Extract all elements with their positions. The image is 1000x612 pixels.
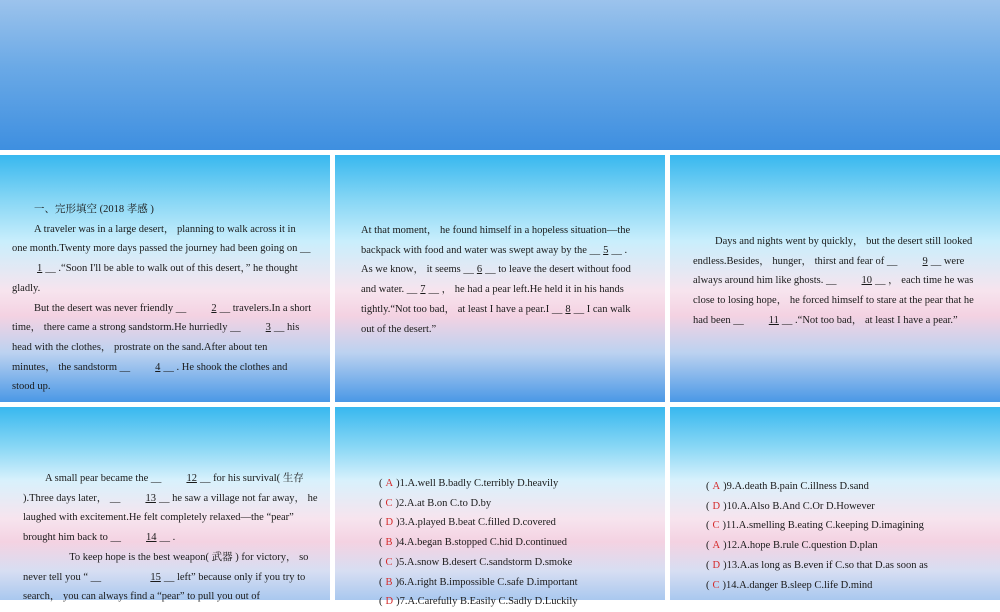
slide-panel-3 — [670, 155, 1000, 402]
answer-key: D — [385, 517, 394, 529]
paragraph: At that moment， he found himself in a hopeless situation—the backpack with food and water was swept away by the __ 5 __ . — [361, 221, 641, 260]
blank-8[interactable]: 8 — [565, 303, 571, 315]
passage-text-4 — [23, 469, 318, 607]
passage-text-3 — [693, 232, 978, 331]
blank-14[interactable]: 14 — [146, 532, 157, 544]
blank-5[interactable]: 5 — [603, 244, 609, 256]
passage-text-1 — [12, 200, 312, 397]
answer-key: C — [712, 520, 720, 532]
answer-option-row: ( A )9.A.death B.pain C.illness D.sand — [706, 481, 869, 492]
answer-key: B — [385, 576, 393, 588]
blank-6[interactable]: 6 — [476, 264, 483, 276]
answer-key: A — [712, 481, 721, 492]
answer-list-left — [379, 474, 659, 612]
paragraph: To keep hope is the best weapon( 武器 ) for victory， so never tell you “ __ 15 __ left” because only if you try to search， you can always find a “pear” to pull you out of — [23, 551, 309, 603]
answer-option-row: ( C )14.A.danger B.sleep C.life D.mind — [706, 579, 873, 591]
answer-key: D — [712, 500, 721, 512]
paragraph: Days and nights went by quickly， but the desert still looked endless.Besides， hunger， thirst and fear of __ 9 __ were always around him like ghosts. __ 10 __ ， each time he was close to losing hope， he forced himself to stare at the pear that he had been __ 11 __ .“Not too bad， at least I have a pear.” — [693, 232, 978, 331]
answer-key: A — [712, 540, 721, 552]
answer-list-right — [706, 477, 996, 595]
blank-13[interactable]: 13 — [145, 492, 156, 504]
answer-option-row: ( D )13.A.as long as B.even if C.so that D.as soon as — [706, 559, 928, 571]
blank-11[interactable]: 11 — [768, 314, 779, 326]
slide-panel-5 — [335, 407, 665, 608]
answer-key: C — [385, 497, 393, 509]
blank-2[interactable]: 2 — [211, 302, 217, 314]
answer-key: A — [385, 478, 394, 489]
answer-key: D — [712, 559, 721, 571]
paragraph: But the desert was never friendly __ 2 __ travelers.In a short time， there came a strong sandstorm.He hurriedly __ 3 __ his head with the clothes， prostrate on the sand.After about ten minutes， the sandstorm __ 4 __ . He shook the clothes and stood up. — [12, 299, 312, 398]
section-heading: 一、完形填空 (2018 孝感 ) — [34, 204, 154, 215]
answer-option-row: ( B )4.A.began B.stopped C.hid D.continued — [379, 537, 567, 549]
answer-option-row: ( D )10.A.Also B.And C.Or D.However — [706, 500, 875, 512]
blank-7[interactable]: 7 — [420, 284, 426, 296]
blank-10[interactable]: 10 — [861, 275, 873, 287]
answer-option-row: ( C )11.A.smelling B.eating C.keeping D.imagining — [706, 520, 924, 532]
answer-key: C — [385, 556, 393, 568]
blank-15[interactable]: 15 — [150, 571, 161, 583]
passage-text-2 — [361, 221, 641, 339]
blank-4[interactable]: 4 — [155, 361, 161, 373]
paragraph: A small pear became the __ 12 __ for his survival( 生存 ).Three days later， __ 13 __ he saw a village not far away， he laughed with excitement.He felt completely relaxed—the “pear” brought him back to __ 14 __ . — [23, 469, 318, 548]
top-banner — [0, 0, 1000, 150]
blank-3[interactable]: 3 — [265, 322, 271, 334]
answer-key: B — [385, 537, 393, 549]
answer-option-row: ( A )12.A.hope B.rule C.question D.plan — [706, 540, 878, 552]
paragraph: A traveler was in a large desert， planning to walk across it in one month.Twenty more days passed the journey had been going on __1 __ .“Soon I'll be able to walk out of this desert，” he thought gladly. — [12, 223, 311, 294]
answer-option-row: ( B )6.A.right B.impossible C.safe D.important — [379, 576, 578, 588]
slide-panel-4 — [0, 407, 330, 603]
blank-12[interactable]: 12 — [186, 473, 197, 484]
answer-option-row: ( C )5.A.snow B.desert C.sandstorm D.smoke — [379, 556, 573, 568]
answer-key: C — [712, 579, 720, 591]
slide-panel-2 — [335, 155, 665, 402]
answer-option-row: ( D )3.A.played B.beat C.filled D.covered — [379, 517, 556, 529]
paragraph: As we know， it seems __ 6 __ to leave the desert without food and water. __ 7 __ ， he had a pear left.He held it in his hands tightly.“Not too bad， at least I have a pear.I __ 8 __ I can walk out of the desert.” — [361, 260, 641, 339]
slide-panel-6 — [670, 407, 1000, 600]
answer-option-row: ( D )7.A.Carefully B.Easily C.Sadly D.Luckily — [379, 596, 578, 608]
answer-option-row: ( A )1.A.well B.badly C.terribly D.heavily — [379, 478, 559, 489]
answer-key: D — [385, 596, 394, 608]
answer-option-row: ( C )2.A.at B.on C.to D.by — [379, 497, 492, 509]
slide-panel-1 — [0, 155, 330, 402]
blank-1[interactable]: 1 — [37, 263, 43, 275]
blank-9[interactable]: 9 — [922, 255, 928, 267]
